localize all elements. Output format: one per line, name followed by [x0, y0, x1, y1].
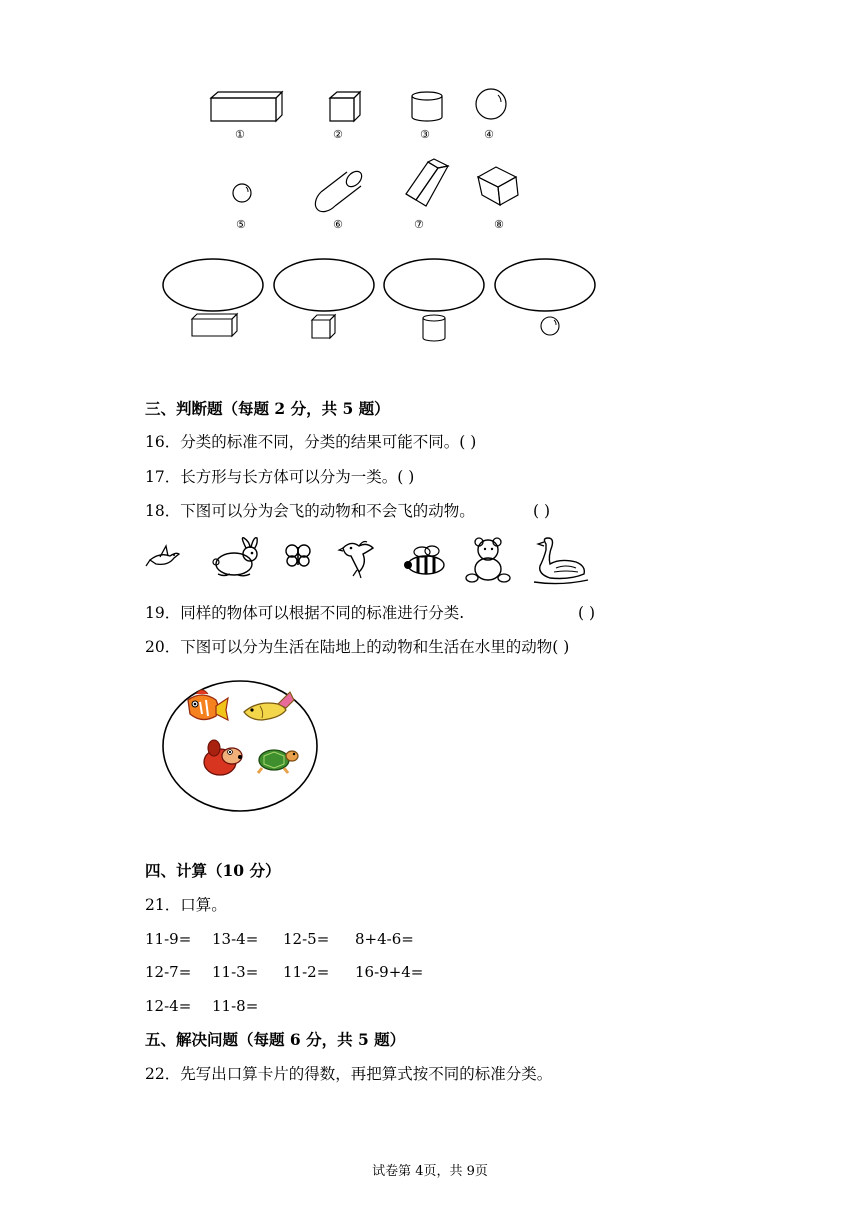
- bee-icon: [402, 545, 448, 577]
- question-20: 20．下图可以分为生活在陆地上的动物和生活在水里的动物( ): [145, 638, 570, 656]
- ellipse-cylinder: [384, 259, 484, 311]
- label-1: ①: [235, 128, 245, 141]
- cylinder-figure: [410, 90, 446, 124]
- calc-item: 12-4=: [145, 997, 192, 1015]
- question-22: 22．先写出口算卡片的得数，再把算式按不同的标准分类。: [145, 1065, 553, 1083]
- question-19: 19．同样的物体可以根据不同的标准进行分类.: [145, 604, 465, 622]
- question-21: 21．口算。: [145, 896, 227, 914]
- label-3: ③: [420, 128, 430, 141]
- goldfish-icon: [182, 686, 230, 728]
- question-19-answer-blank: ( ): [578, 604, 596, 622]
- calc-item: 11-2=: [283, 963, 330, 981]
- calc-item: 12-5=: [283, 930, 330, 948]
- question-18: 18．下图可以分为会飞的动物和不会飞的动物。: [145, 502, 475, 520]
- label-4: ④: [484, 128, 494, 141]
- cuboid-tilted-figure: [404, 158, 454, 210]
- calc-item: 11-9=: [145, 930, 192, 948]
- question-16: 16．分类的标准不同，分类的结果可能不同。( ): [145, 433, 477, 451]
- parrot-icon: [337, 538, 381, 578]
- calc-item: 11-3=: [212, 963, 259, 981]
- section-5-heading: 五、解决问题（每题 6 分，共 5 题）: [145, 1030, 406, 1049]
- question-17: 17．长方形与长方体可以分为一类。( ): [145, 468, 415, 486]
- cylinder-tilted-figure: [318, 168, 364, 208]
- section-4-heading: 四、计算（10 分）: [145, 861, 281, 880]
- turtle-icon: [254, 742, 300, 776]
- sorting-ellipses: [160, 255, 600, 345]
- ellipse-sphere: [495, 259, 595, 311]
- dog-icon: [200, 738, 246, 778]
- swan-icon: [530, 536, 590, 586]
- cuboid-long-figure: [208, 90, 284, 124]
- rabbit-icon: [210, 536, 264, 578]
- butterfly-icon: [284, 543, 312, 569]
- calc-item: 13-4=: [212, 930, 259, 948]
- label-5: ⑤: [236, 218, 246, 231]
- sphere-small-figure: [232, 183, 254, 205]
- calc-item: 12-7=: [145, 963, 192, 981]
- fish-icon: [240, 688, 298, 728]
- question-18-answer-blank: ( ): [533, 502, 551, 520]
- section-3-heading: 三、判断题（每题 2 分，共 5 题）: [145, 399, 390, 418]
- bear-icon: [464, 538, 514, 584]
- calc-item: 16-9+4=: [355, 963, 424, 981]
- calc-item: 8+4-6=: [355, 930, 414, 948]
- cube-tilted-figure: [476, 163, 520, 207]
- ellipse-cube: [274, 259, 374, 311]
- label-7: ⑦: [414, 218, 424, 231]
- bird-icon: [146, 542, 182, 572]
- label-8: ⑧: [494, 218, 504, 231]
- cube-figure: [328, 90, 364, 124]
- ellipse-cuboid: [163, 259, 263, 311]
- sphere-large-figure: [474, 88, 510, 122]
- label-6: ⑥: [333, 218, 343, 231]
- page-footer: 试卷第 4页，共 9页: [372, 1164, 488, 1179]
- label-2: ②: [333, 128, 343, 141]
- calc-item: 11-8=: [212, 997, 259, 1015]
